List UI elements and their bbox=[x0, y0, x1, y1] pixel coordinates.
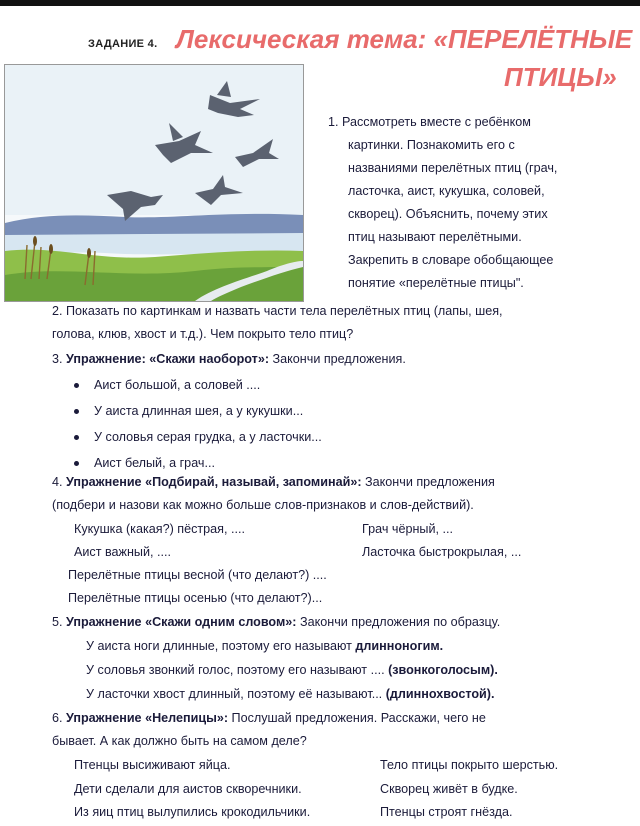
exercise4-sentence: Грач чёрный, ... bbox=[362, 522, 454, 536]
exercise3-bullet: У аиста длинная шея, а у кукушки... bbox=[94, 404, 304, 418]
exercise5-text: У ласточки хвост длинный, поэтому её называют... bbox=[86, 687, 386, 701]
exercise4-line: (подбери и назови как можно больше слов-признаков и слов-действий). bbox=[52, 498, 474, 512]
exercise6-sentence: Дети сделали для аистов скворечники. bbox=[74, 782, 302, 796]
exercise-instruction: Закончи предложения bbox=[361, 475, 495, 489]
exercise3-bullet: У соловья серая грудка, а у ласточки... bbox=[94, 430, 322, 444]
exercise5-answer: (звонкоголосым). bbox=[388, 663, 498, 677]
exercise6-heading bbox=[52, 710, 486, 726]
migratory-birds-illustration bbox=[4, 64, 304, 302]
exercise-instruction: Послушай предложения. Расскажи, чего не bbox=[228, 711, 486, 725]
item2-line: голова, клюв, хвост и т.д.). Чем покрыто тело птиц? bbox=[52, 327, 354, 341]
item1-line: названиями перелётных птиц (грач, bbox=[348, 161, 558, 175]
exercise-number: 4. bbox=[52, 475, 67, 489]
exercise-number: 6. bbox=[52, 711, 67, 725]
exercise5-row bbox=[86, 662, 498, 678]
exercise-name: Упражнение «Подбирай, называй, запоминай»: bbox=[66, 475, 362, 489]
page-title: Лексическая тема: «ПЕРЕЛЁТНЫЕ bbox=[176, 24, 633, 54]
exercise5-answer: длинноногим. bbox=[355, 639, 444, 653]
exercise-number: 3. bbox=[52, 352, 67, 366]
exercise4-sentence: Ласточка быстрокрылая, ... bbox=[362, 545, 522, 559]
item1-line: картинки. Познакомить его с bbox=[348, 138, 515, 152]
exercise6-sentence: Птенцы строят гнёзда. bbox=[380, 805, 513, 819]
exercise3-bullet: Аист белый, а грач... bbox=[94, 456, 215, 470]
top-edge-bar bbox=[0, 0, 640, 6]
exercise4-sentence: Перелётные птицы весной (что делают?) .... bbox=[68, 568, 327, 582]
exercise5-answer: (длиннохвостой). bbox=[385, 687, 495, 701]
exercise6-sentence: Птенцы высиживают яйца. bbox=[74, 758, 231, 772]
exercise4-sentence: Перелётные птицы осенью (что делают?)... bbox=[68, 591, 323, 605]
exercise4-heading bbox=[52, 474, 495, 490]
exercise-name: Упражнение «Нелепицы»: bbox=[66, 711, 229, 725]
item1-line: скворец). Объяснить, почему этих bbox=[348, 207, 548, 221]
exercise6-sentence: Из яиц птиц вылупились крокодильчики. bbox=[74, 805, 311, 819]
item1-line: птиц называют перелётными. bbox=[348, 230, 522, 244]
exercise-instruction: Закончи предложения. bbox=[269, 352, 406, 366]
bullet-dot bbox=[74, 435, 79, 440]
exercise3-heading bbox=[52, 351, 406, 367]
item2-line: 2. Показать по картинкам и назвать части тела перелётных птиц (лапы, шея, bbox=[52, 304, 503, 318]
exercise3-bullet: Аист большой, а соловей .... bbox=[94, 378, 261, 392]
exercise-instruction: Закончи предложения по образцу. bbox=[296, 615, 501, 629]
exercise5-heading bbox=[52, 614, 500, 630]
item1-line: понятие «перелётные птицы". bbox=[348, 276, 524, 290]
exercise5-text: У аиста ноги длинные, поэтому его называют bbox=[86, 639, 356, 653]
exercise5-row bbox=[86, 638, 443, 654]
exercise-name: Упражнение: «Скажи наоборот»: bbox=[66, 352, 270, 366]
bullet-dot bbox=[74, 409, 79, 414]
exercise4-sentence: Кукушка (какая?) пёстрая, .... bbox=[74, 522, 245, 536]
exercise4-sentence: Аист важный, .... bbox=[74, 545, 172, 559]
task-label: ЗАДАНИЕ 4. bbox=[88, 38, 158, 50]
bullet-dot bbox=[74, 461, 79, 466]
page-title-continued: ПТИЦЫ» bbox=[504, 62, 617, 92]
illustration-svg bbox=[5, 65, 303, 301]
bullet-dot bbox=[74, 383, 79, 388]
exercise6-sentence: Скворец живёт в будке. bbox=[380, 782, 518, 796]
item1-line: Закрепить в словаре обобщающее bbox=[348, 253, 554, 267]
item1-line: 1. Рассмотреть вместе с ребёнком bbox=[328, 115, 531, 129]
exercise5-text: У соловья звонкий голос, поэтому его называют .... bbox=[86, 663, 389, 677]
item1-line: ласточка, аист, кукушка, соловей, bbox=[348, 184, 545, 198]
exercise6-sentence: Тело птицы покрыто шерстью. bbox=[380, 758, 559, 772]
exercise6-line: бывает. А как должно быть на самом деле? bbox=[52, 734, 307, 748]
exercise-name: Упражнение «Скажи одним словом»: bbox=[66, 615, 297, 629]
exercise5-row bbox=[86, 686, 494, 702]
exercise-number: 5. bbox=[52, 615, 67, 629]
